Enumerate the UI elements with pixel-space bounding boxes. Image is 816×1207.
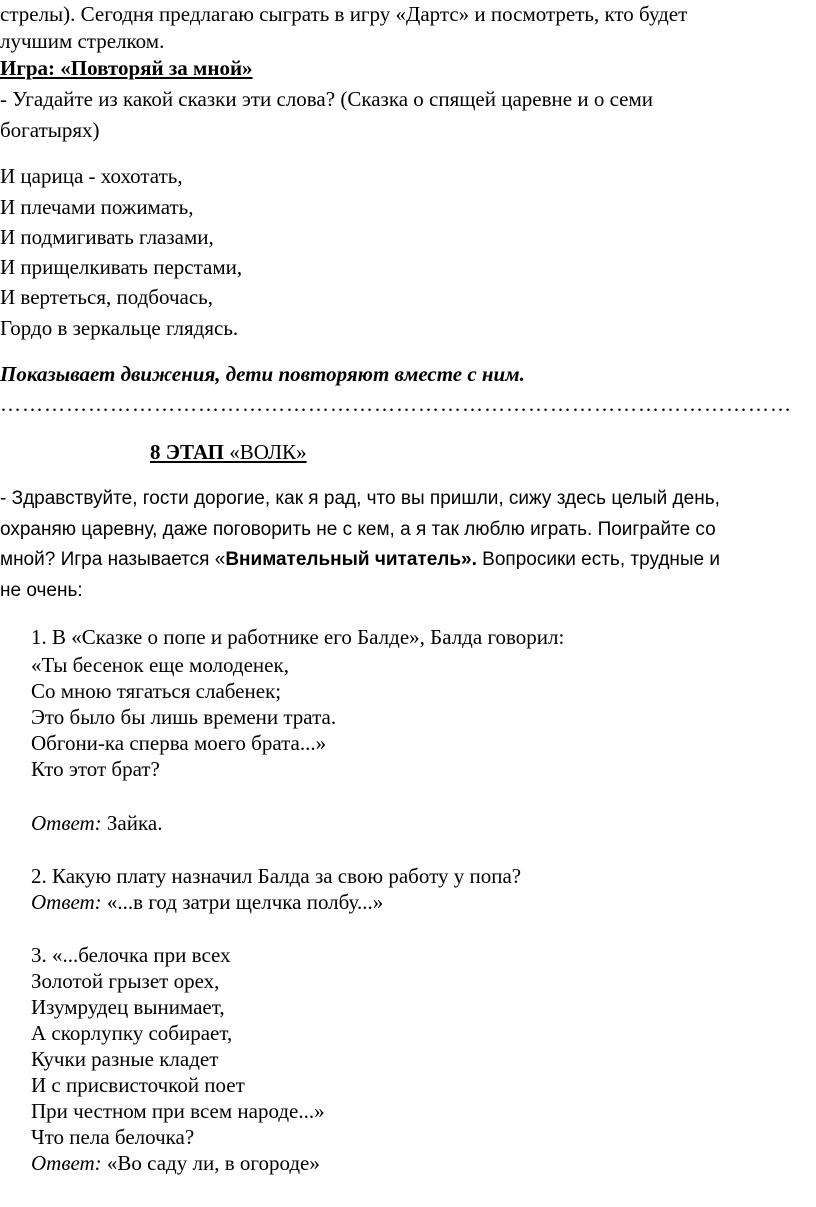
game-instruction: Показывает движения, дети повторяют вместе с ним. bbox=[0, 362, 525, 386]
question-1-line: 1. В «Сказке о попе и работнике его Балде», Балда говорил: bbox=[31, 625, 565, 649]
stage-paragraph-line-1: - Здравствуйте, гости дорогие, как я рад, что вы пришли, сижу здесь целый день, bbox=[0, 488, 720, 509]
question-2: 2. Какую плату назначил Балда за свою работу у попа? bbox=[31, 864, 522, 888]
answer-2 bbox=[31, 892, 383, 913]
stage-heading bbox=[150, 442, 307, 463]
question-3-line: Кучки разные кладет bbox=[31, 1047, 219, 1071]
answer-label: Ответ: bbox=[31, 811, 102, 835]
stage-paragraph-line-4: не очень: bbox=[0, 580, 83, 601]
verse-line: И плечами пожимать, bbox=[0, 195, 194, 219]
question-1-line: Обгони-ка сперва моего брата...» bbox=[31, 731, 327, 755]
answer-text: Зайка. bbox=[101, 811, 163, 835]
game-heading: Игра: «Повторяй за мной» bbox=[0, 56, 253, 80]
stage-heading-title: «ВОЛК» bbox=[223, 440, 307, 464]
question-1-line: Со мною тягаться слабенек; bbox=[31, 679, 282, 703]
verse-line: И подмигивать глазами, bbox=[0, 225, 214, 249]
question-1-line: «Ты бесенок еще молоденек, bbox=[31, 653, 289, 677]
question-1-line: Кто этот брат? bbox=[31, 757, 160, 781]
question-3-line: 3. «...белочка при всех bbox=[31, 943, 231, 967]
game-question-line-1: - Угадайте из какой сказки эти слова? (Сказка о спящей царевне и о семи bbox=[0, 87, 653, 111]
answer-3 bbox=[31, 1153, 320, 1174]
question-3-line: А скорлупку собирает, bbox=[31, 1021, 233, 1045]
question-3-line: Изумрудец вынимает, bbox=[31, 995, 225, 1019]
stage-heading-number: 8 ЭТАП bbox=[150, 440, 224, 464]
stage-paragraph-line-2: охраняю царевну, даже поговорить не с кем, а я так люблю играть. Поиграйте со bbox=[0, 519, 716, 540]
question-3-line: И с присвисточкой поет bbox=[31, 1073, 245, 1097]
separator-dots: ……………………………………………………………………………………………… bbox=[0, 392, 792, 416]
answer-text: «Во саду ли, в огороде» bbox=[101, 1151, 320, 1175]
verse-line: И царица - хохотать, bbox=[0, 164, 183, 188]
question-3-line: Золотой грызет орех, bbox=[31, 969, 220, 993]
stage-paragraph-line-3 bbox=[0, 550, 720, 569]
game-question-line-2: богатырях) bbox=[0, 118, 100, 142]
verse-line: И вертеться, подбочась, bbox=[0, 285, 213, 309]
question-1-line: Это было бы лишь времени трата. bbox=[31, 705, 337, 729]
intro-line-1: стрелы). Сегодня предлагаю сыграть в игру «Дартс» и посмотреть, кто будет bbox=[0, 2, 688, 26]
verse-line: Гордо в зеркальце глядясь. bbox=[0, 316, 239, 340]
question-3-line: Что пела белочка? bbox=[31, 1125, 195, 1149]
answer-label: Ответ: bbox=[31, 1151, 102, 1175]
stage-paragraph-text: мной? Игра называется « bbox=[0, 549, 226, 570]
answer-1 bbox=[31, 813, 162, 834]
intro-line-2: лучшим стрелком. bbox=[0, 29, 165, 53]
game-name: Внимательный читатель». bbox=[225, 549, 477, 570]
stage-paragraph-text: Вопросики есть, трудные и bbox=[476, 549, 721, 570]
answer-label: Ответ: bbox=[31, 890, 102, 914]
verse-line: И прищелкивать перстами, bbox=[0, 255, 243, 279]
answer-text: «...в год затри щелчка полбу...» bbox=[101, 890, 384, 914]
question-3-line: При честном при всем народе...» bbox=[31, 1099, 325, 1123]
